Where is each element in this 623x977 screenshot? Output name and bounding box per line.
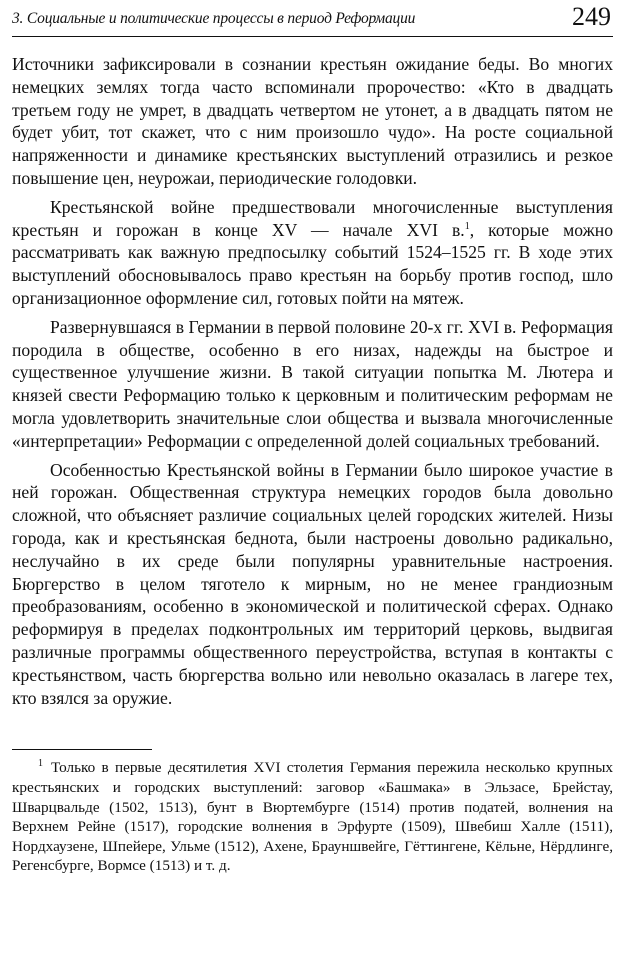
paragraph-4: Особенностью Крестьянской войны в Германии было широкое участие в ней горожан. Общественная структура немецких городов была довольно сложной, что объясняет различие социальных целей городских жителей. Низы города, как и крестьянская беднота, были настроены довольно радикально, неслучайно в их среде были популярны уравнительные настроения. Бюргерство в целом тяготело к мирным, но не менее грандиозным преобразованиям, особенно в экономической и политической сферах. Однако реформируя в пределах подконтрольных им территорий церковь, выдвигая различные программы общественного переустройства, вступая в контакты с крестьянством, часть бюргерства вольно или невольно оказалась в лагере тех, кто взялся за оружие.: [12, 459, 613, 708]
footnote-text: Только в первые десятилетия XVI столетия Германия пережила несколько крупных крестьянских и городских выступлений: заговор «Башмака» в Эльзасе, Брейстау, Шварцвальде (1502, 1513), бунт в Вюртембурге (1514) против податей, волнения на Верхнем Рейне (1517), городские волнения в Эрфурте (1509), Швебиш Халле (1511), Нордхаузене, Шпейере, Ульме (1512), Ахене, Брауншвейге, Гёттингене, Кёльне, Нёрдлинге, Регенсбурге, Вормсе (1513) и т. д.: [12, 759, 613, 875]
paragraph-1: Источники зафиксировали в сознании крестьян ожидание беды. Во многих немецких землях тогда часто вспоминали пророчество: «Кто в двадцать третьем году не умрет, в двадцать четвертом не утонет, а в двадцать пятом не будет убит, тот скажет, что с ним произошло чудо». На росте социальной напряженности и динамике крестьянских выступлений отразились и резкое повышение цен, неурожаи, периодические голодовки.: [12, 54, 613, 188]
footnote-mark: 1: [38, 758, 43, 770]
page-number: 249: [572, 2, 611, 31]
footnote-reference: 1: [464, 220, 470, 232]
paragraph-2-text-a: Крестьянской войне предшествовали многочисленные выступления крестьян и горожан в конце XV — начале XVI в.: [12, 196, 613, 240]
paragraph-2: [12, 196, 613, 310]
paragraph-2-text-b: , которые можно рассматривать как важную предпосылку событий 1524–1525 гг. В ходе этих выступлений обосновывалось право крестьян на борьбу против господ, шло организационное оформление сил, готовых пойти на мятеж.: [12, 219, 613, 308]
footnote-divider: [12, 749, 152, 750]
paragraph-3: Развернувшаяся в Германии в первой половине 20-х гг. XVI в. Реформация породила в обществе, особенно в его низах, надежды на быстрое и существенное улучшение жизни. В такой ситуации попытка М. Лютера и князей свести Реформацию только к церковным и политическим реформам не могла удовлетворить значительные слои общества и вызвала многочисленные «интерпретации» Реформации с определенной долей социальных требований.: [12, 316, 613, 451]
main-text: [12, 53, 613, 709]
page-header: [12, 0, 613, 37]
footnote: [12, 758, 613, 876]
running-title: 3. Социальные и политические процессы в период Реформации: [12, 10, 416, 27]
